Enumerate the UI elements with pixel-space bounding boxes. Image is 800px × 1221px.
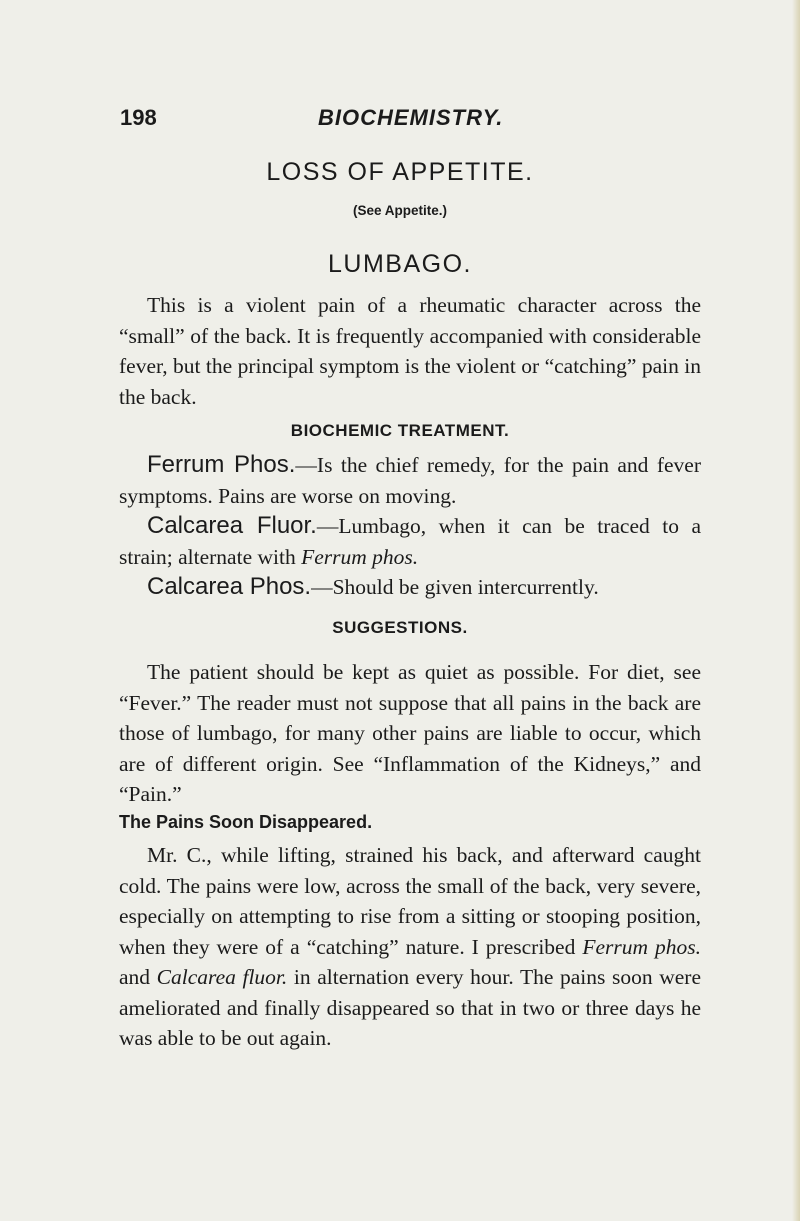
remedy-text: —Is the chief remedy, for the pain and fever symptoms. Pains are worse on moving. (119, 453, 701, 508)
case-title: The Pains Soon Disappeared. (119, 812, 373, 832)
case-text-part: and (119, 965, 157, 989)
case-remedy: Ferrum phos. (582, 934, 701, 959)
heading-suggestions: SUGGESTIONS. (332, 618, 468, 637)
running-header (120, 105, 720, 135)
heading-loss-of-appetite: LOSS OF APPETITE. (266, 158, 534, 186)
case-remedy: Calcarea fluor. (156, 965, 288, 989)
heading-biochemic-treatment: BIOCHEMIC TREATMENT. (290, 421, 510, 440)
remedy-item (119, 572, 701, 603)
running-title: BIOCHEMISTRY. (318, 105, 504, 130)
remedy-list (119, 450, 701, 603)
case-text-part: in alternation every hour. The pains soon were ameliorated and finally disappeared so that in two or three days he was able to be out again. (119, 965, 701, 1050)
remedy-name: Calcarea Fluor. (147, 512, 317, 539)
page-number: 198 (120, 105, 157, 130)
lumbago-intro (119, 290, 701, 412)
case-text (119, 840, 701, 1054)
suggestions-text: The patient should be kept as quiet as possible. For diet, see “Fever.” The reader must not suppose that all pains in the back are those of lumbago, for many other pains are liable to occur, which are of different origin. See “Inflammation of the Kidneys,” and “Pain.” (119, 660, 701, 806)
case-text-part: Mr. C., while lifting, strained his back, and afterward caught cold. The pains were low, across the small of the back, very severe, especially on attempting to rise from a sitting or stooping position, when they were of a “catching” nature. I prescribed (119, 843, 701, 959)
case-body (119, 840, 701, 1054)
remedy-name: Ferrum Phos. (147, 451, 296, 478)
suggestions-body (119, 657, 701, 810)
remedy-text: —Should be given intercurrently. (311, 575, 599, 599)
remedy-item (119, 511, 701, 572)
lumbago-intro-text: This is a violent pain of a rheumatic character across the “small” of the back. It is frequently accompanied with considerable fever, but the principal symptom is the violent or “catching” pain in the back. (119, 293, 701, 409)
remedy-text: —Lumbago, when it can be traced to a strain; alternate with (119, 514, 701, 569)
remedy-item (119, 450, 701, 511)
remedy-ref: Ferrum phos. (301, 544, 419, 569)
heading-lumbago: LUMBAGO. (328, 250, 472, 278)
remedy-name: Calcarea Phos. (147, 573, 312, 600)
see-also-note: (See Appetite.) (352, 203, 447, 218)
